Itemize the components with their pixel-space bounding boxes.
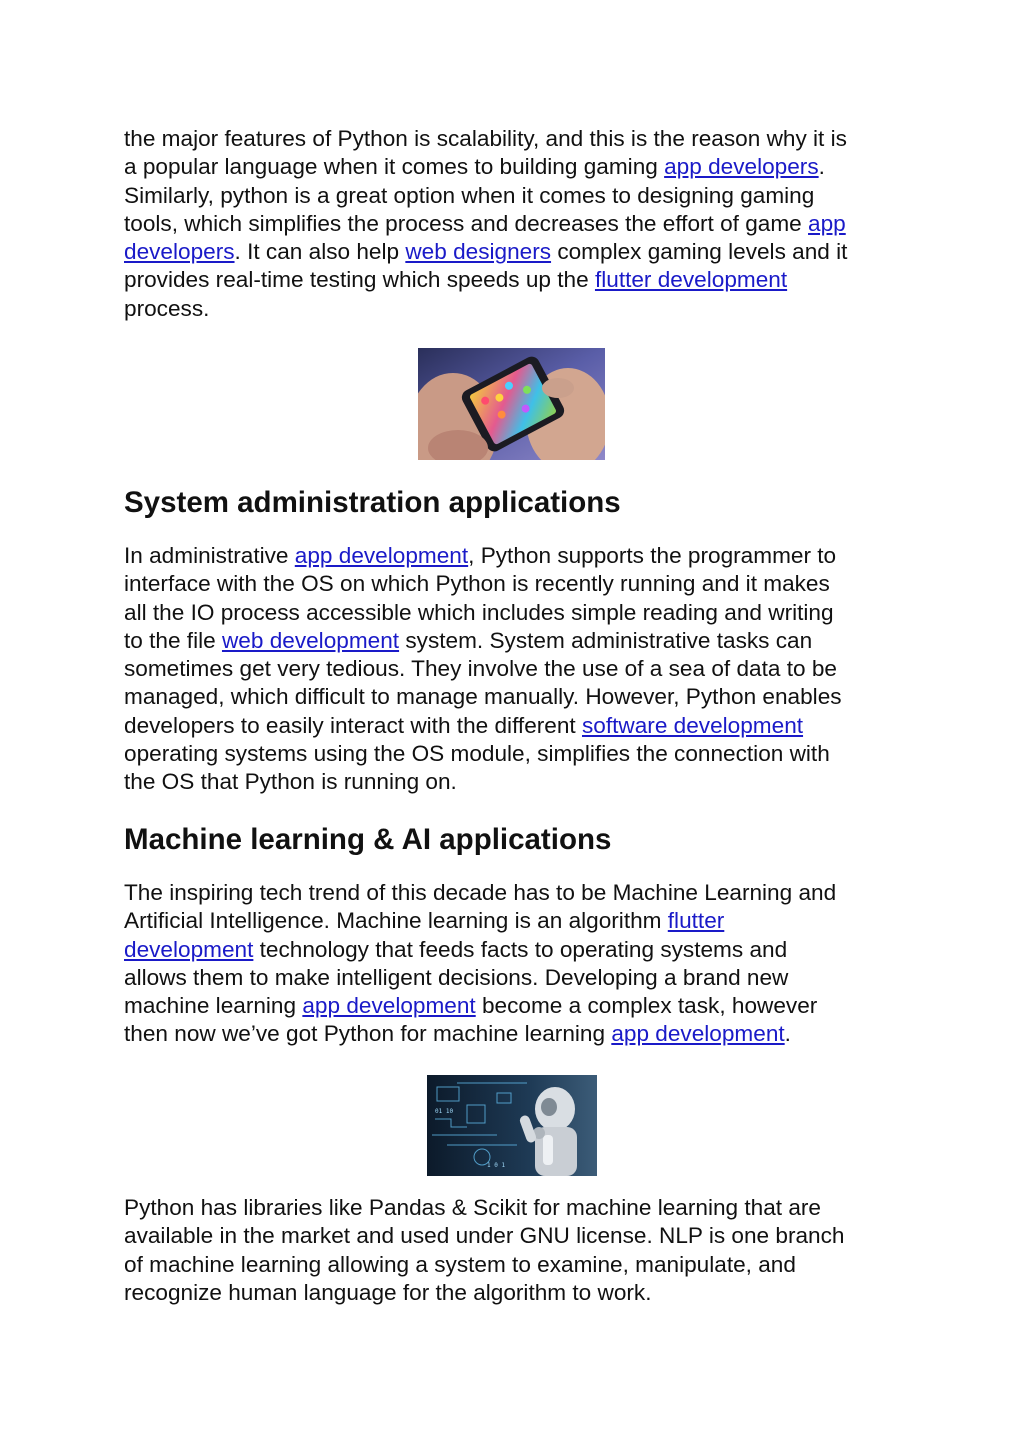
text-run: technology that feeds facts to operating systems and allows them to make intelligent decisions. Developing a brand new machine learning [124, 936, 789, 1019]
inline-link[interactable]: flutter development [594, 267, 788, 293]
text-run: . Similarly, python is a great option when it comes to designing gaming tools, which simplifies the process and decreases the effort of game [124, 154, 825, 236]
section-heading-machine-learning: Machine learning & AI applications [124, 823, 612, 856]
text-run: , Python supports the programmer to interface with the OS on which Python is recently running and it makes all the IO process accessible which includes simple reading and writing to the file [124, 543, 837, 653]
inline-link[interactable]: app developers [124, 210, 846, 265]
inline-link[interactable]: web development [221, 627, 400, 653]
text-run: become a complex task, however then now we’ve got Python for machine learning [124, 993, 818, 1047]
text-run: Python has libraries like Pandas & Scikit for machine learning that are available in the market and used under GNU license. NLP is one branch of machine learning allowing a system to examine, manipulate, and recognize human language for the algorithm to work. [124, 1195, 845, 1305]
inline-link[interactable]: app developers [664, 154, 819, 180]
text-run: . [784, 1021, 791, 1047]
text-run: operating systems using the OS module, simplifies the connection with the OS that Python is running on. [124, 741, 830, 795]
inline-link[interactable]: app development [302, 993, 476, 1019]
text-run: The inspiring tech trend of this decade has to be Machine Learning and Artificial Intelligence. Machine learning is an algorithm [124, 880, 837, 934]
svg-text:1 0 1: 1 0 1 [487, 1162, 506, 1169]
text-run: complex gaming levels and it provides real-time testing which speeds up the [124, 239, 848, 293]
section-heading-system-administration: System administration applications [124, 486, 621, 519]
text-run: In administrative [124, 543, 295, 568]
sysadmin-paragraph [124, 542, 902, 797]
text-run: system. System administrative tasks can sometimes get very tedious. They involve the use of a sea of data to be managed, which difficult to manage manually. However, Python enables developers to easily interact with the different [124, 627, 842, 738]
inline-link[interactable]: app development [294, 543, 469, 568]
inline-link[interactable]: web designers [405, 239, 552, 265]
svg-text:01 10: 01 10 [435, 1108, 454, 1115]
inline-link[interactable]: software development [582, 712, 804, 738]
text-run: the major features of Python is scalability, and this is the reason why it is a popular language when it comes to building gaming [124, 126, 847, 180]
closing-paragraph [124, 1194, 902, 1307]
text-run: . It can also help [234, 239, 406, 265]
intro-paragraph [124, 125, 902, 323]
inline-link[interactable]: app development [611, 1021, 785, 1047]
inline-link[interactable]: flutter development [124, 908, 725, 962]
ai-robot-image [427, 1075, 597, 1176]
gaming-phone-image [418, 348, 605, 460]
text-run: process. [124, 295, 210, 321]
ml-paragraph [124, 879, 902, 1049]
